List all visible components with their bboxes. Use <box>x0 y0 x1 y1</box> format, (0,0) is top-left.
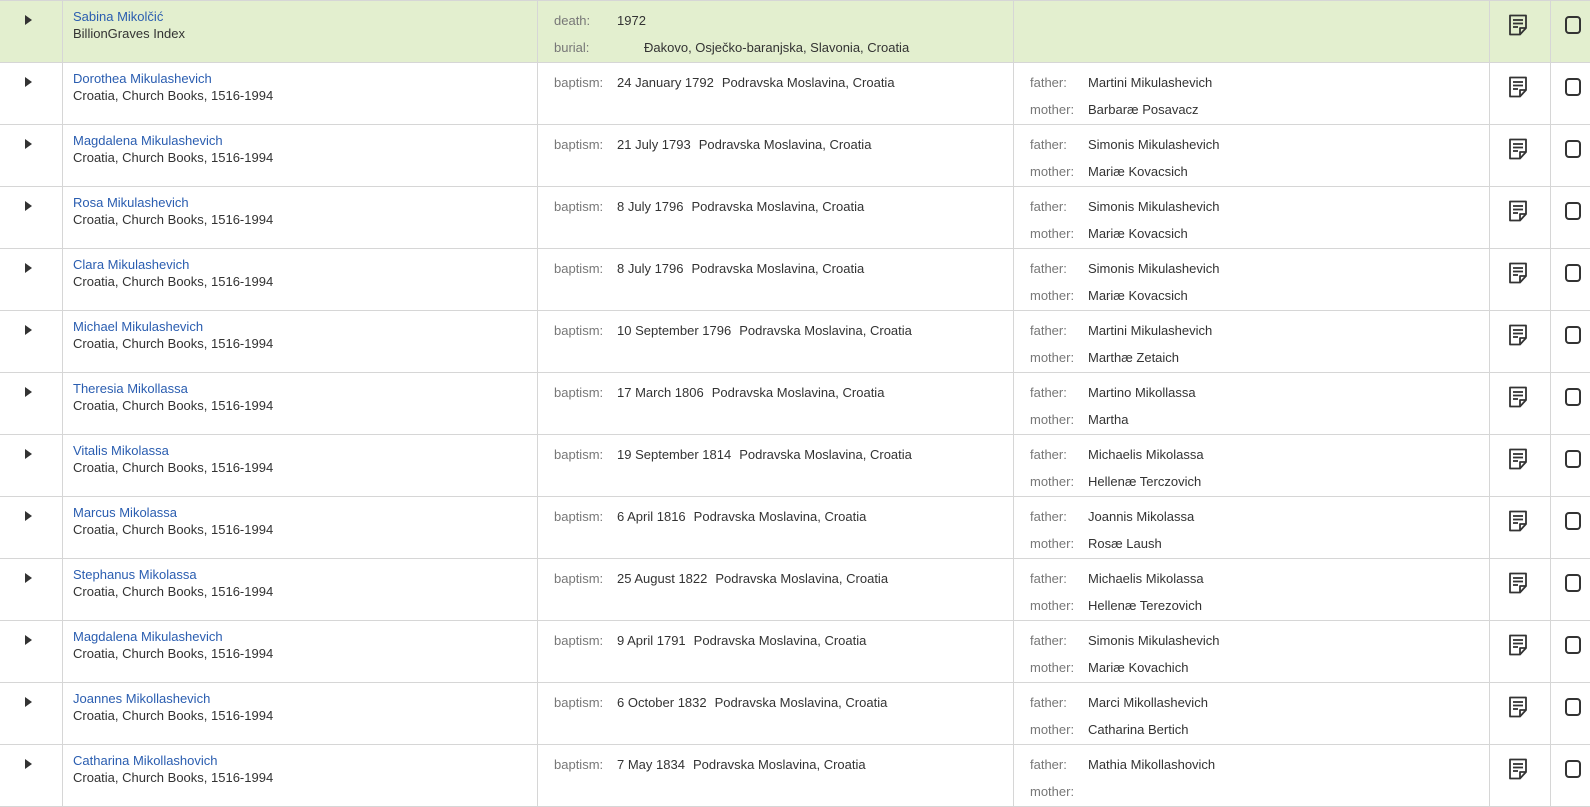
action-cell <box>1490 683 1551 744</box>
action-cell-2 <box>1551 373 1590 434</box>
event-cell <box>538 311 1014 372</box>
name-cell <box>63 373 538 434</box>
relationships-cell <box>1014 559 1490 620</box>
relationships-cell <box>1014 249 1490 310</box>
mother-line <box>1030 660 1188 675</box>
event-label: baptism: <box>554 385 604 400</box>
mother-label: mother: <box>1030 226 1075 241</box>
father-line <box>1030 447 1204 462</box>
event-date: 6 April 1816 <box>617 509 686 524</box>
event-place: Podravska Moslavina, Croatia <box>715 571 889 586</box>
event-cell <box>538 621 1014 682</box>
person-name-link[interactable]: Vitalis Mikolassa <box>73 443 169 458</box>
attach-icon[interactable] <box>1561 510 1581 532</box>
result-row <box>0 497 1590 559</box>
event-cell <box>538 63 1014 124</box>
attach-icon[interactable] <box>1561 386 1581 408</box>
record-details-icon[interactable] <box>1508 200 1528 222</box>
caret-right-icon[interactable] <box>23 261 35 275</box>
expand-cell <box>0 311 63 372</box>
mother-name: Martha <box>1088 412 1129 427</box>
mother-label: mother: <box>1030 102 1075 117</box>
event-place: Podravska Moslavina, Croatia <box>739 323 912 338</box>
record-details-icon[interactable] <box>1508 324 1528 346</box>
action-cell <box>1490 63 1551 124</box>
person-name-link[interactable]: Magdalena Mikulashevich <box>73 133 223 148</box>
mother-line <box>1030 784 1088 799</box>
attach-icon[interactable] <box>1561 14 1581 36</box>
attach-icon[interactable] <box>1561 200 1581 222</box>
relationships-cell <box>1014 63 1490 124</box>
mother-label: mother: <box>1030 164 1075 179</box>
collection-name: Croatia, Church Books, 1516-1994 <box>73 646 274 661</box>
relationships-cell <box>1014 435 1490 496</box>
father-line <box>1030 199 1220 214</box>
result-row <box>0 249 1590 311</box>
event-label: baptism: <box>554 757 604 772</box>
name-cell <box>63 63 538 124</box>
collection-name: Croatia, Church Books, 1516-1994 <box>73 770 274 785</box>
mother-line <box>1030 536 1162 551</box>
father-line <box>1030 261 1220 276</box>
result-row <box>0 745 1590 807</box>
result-row <box>0 0 1590 63</box>
event-label: baptism: <box>554 75 604 90</box>
father-label: father: <box>1030 137 1067 152</box>
mother-label: mother: <box>1030 660 1075 675</box>
action-cell <box>1490 373 1551 434</box>
expand-cell <box>0 1 63 62</box>
father-label: father: <box>1030 509 1067 524</box>
action-cell-2 <box>1551 63 1590 124</box>
caret-right-icon[interactable] <box>23 13 35 27</box>
action-cell-2 <box>1551 621 1590 682</box>
action-cell-2 <box>1551 249 1590 310</box>
relationships-cell <box>1014 621 1490 682</box>
person-name-link[interactable]: Stephanus Mikolassa <box>73 567 197 582</box>
record-details-icon[interactable] <box>1508 262 1528 284</box>
name-cell <box>63 187 538 248</box>
attach-icon[interactable] <box>1561 262 1581 284</box>
caret-right-icon[interactable] <box>23 75 35 89</box>
mother-name: Hellenæ Terczovich <box>1088 474 1202 489</box>
mother-line <box>1030 164 1188 179</box>
father-name: Marci Mikollashevich <box>1088 695 1208 710</box>
person-name-link[interactable]: Theresia Mikollassa <box>73 381 188 396</box>
event-label: baptism: <box>554 199 604 214</box>
expand-cell <box>0 125 63 186</box>
result-row <box>0 187 1590 249</box>
father-name: Martino Mikollassa <box>1088 385 1196 400</box>
event-label: baptism: <box>554 447 604 462</box>
collection-name: Croatia, Church Books, 1516-1994 <box>73 460 274 475</box>
person-name-link[interactable]: Magdalena Mikulashevich <box>73 629 223 644</box>
caret-right-icon[interactable] <box>23 509 35 523</box>
event-label: baptism: <box>554 323 604 338</box>
name-cell <box>63 621 538 682</box>
event-date: 8 July 1796 <box>617 261 684 276</box>
event-place: Podravska Moslavina, Croatia <box>691 199 865 214</box>
event-label: baptism: <box>554 633 604 648</box>
relationships-cell <box>1014 311 1490 372</box>
event-date: 8 July 1796 <box>617 199 684 214</box>
mother-name: Mariæ Kovacsich <box>1088 288 1188 303</box>
father-name: Martini Mikulashevich <box>1088 323 1213 338</box>
mother-name: Rosæ Laush <box>1088 536 1162 551</box>
action-cell-2 <box>1551 1 1590 62</box>
attach-icon[interactable] <box>1561 758 1581 780</box>
name-cell <box>63 745 538 806</box>
event-2-value: Đakovo, Osječko-baranjska, Slavonia, Croatia <box>644 40 910 55</box>
event-date: 25 August 1822 <box>617 571 708 586</box>
collection-name: Croatia, Church Books, 1516-1994 <box>73 708 274 723</box>
event-label: death: <box>554 13 591 28</box>
mother-line <box>1030 226 1188 241</box>
event-line-1 <box>554 385 884 400</box>
mother-name: Barbaræ Posavacz <box>1088 102 1199 117</box>
father-line <box>1030 695 1208 710</box>
mother-line <box>1030 288 1188 303</box>
result-row <box>0 683 1590 745</box>
caret-right-icon[interactable] <box>23 695 35 709</box>
event-cell <box>538 683 1014 744</box>
relationships-cell <box>1014 125 1490 186</box>
father-line <box>1030 323 1212 338</box>
event-label: baptism: <box>554 695 604 710</box>
caret-right-icon[interactable] <box>23 323 35 337</box>
event-cell <box>538 435 1014 496</box>
caret-right-icon[interactable] <box>23 757 35 771</box>
collection-name: Croatia, Church Books, 1516-1994 <box>73 522 274 537</box>
record-details-icon[interactable] <box>1508 634 1528 656</box>
event-cell <box>538 249 1014 310</box>
mother-line <box>1030 350 1179 365</box>
event-line-1 <box>554 447 912 462</box>
record-details-icon[interactable] <box>1508 448 1528 470</box>
event-date: 24 January 1792 <box>617 75 714 90</box>
event-label: baptism: <box>554 137 604 152</box>
name-cell <box>63 125 538 186</box>
father-line <box>1030 757 1215 772</box>
mother-label: mother: <box>1030 536 1075 551</box>
action-cell-2 <box>1551 497 1590 558</box>
event-2-label: burial: <box>554 40 590 55</box>
expand-cell <box>0 621 63 682</box>
result-row <box>0 435 1590 497</box>
father-name: Simonis Mikulashevich <box>1088 261 1220 276</box>
event-line-1 <box>554 13 646 28</box>
relationships-cell <box>1014 497 1490 558</box>
event-label: baptism: <box>554 261 604 276</box>
father-label: father: <box>1030 633 1067 648</box>
mother-label: mother: <box>1030 412 1075 427</box>
event-label: baptism: <box>554 509 604 524</box>
father-label: father: <box>1030 323 1067 338</box>
action-cell <box>1490 1 1551 62</box>
attach-icon[interactable] <box>1561 448 1581 470</box>
event-date: 17 March 1806 <box>617 385 704 400</box>
father-line <box>1030 385 1196 400</box>
father-name: Michaelis Mikolassa <box>1088 447 1204 462</box>
attach-icon[interactable] <box>1561 76 1581 98</box>
relationships-cell <box>1014 1 1490 62</box>
event-line-1 <box>554 633 866 648</box>
collection-name: Croatia, Church Books, 1516-1994 <box>73 274 274 289</box>
record-details-icon[interactable] <box>1508 696 1528 718</box>
action-cell-2 <box>1551 311 1590 372</box>
father-line <box>1030 571 1204 586</box>
father-label: father: <box>1030 695 1067 710</box>
name-cell <box>63 435 538 496</box>
action-cell <box>1490 559 1551 620</box>
collection-name: Croatia, Church Books, 1516-1994 <box>73 336 274 351</box>
mother-label: mother: <box>1030 288 1075 303</box>
relationships-cell <box>1014 745 1490 806</box>
action-cell-2 <box>1551 683 1590 744</box>
event-cell <box>538 559 1014 620</box>
expand-cell <box>0 187 63 248</box>
result-row <box>0 621 1590 683</box>
action-cell <box>1490 249 1551 310</box>
mother-line <box>1030 722 1188 737</box>
action-cell <box>1490 435 1551 496</box>
record-details-icon[interactable] <box>1508 758 1528 780</box>
event-line-1 <box>554 695 887 710</box>
event-date: 6 October 1832 <box>617 695 707 710</box>
mother-label: mother: <box>1030 598 1075 613</box>
caret-right-icon[interactable] <box>23 385 35 399</box>
collection-name: BillionGraves Index <box>73 26 185 41</box>
mother-label: mother: <box>1030 474 1075 489</box>
father-line <box>1030 75 1212 90</box>
attach-icon[interactable] <box>1561 696 1581 718</box>
result-row <box>0 125 1590 187</box>
mother-line <box>1030 412 1128 427</box>
collection-name: Croatia, Church Books, 1516-1994 <box>73 584 274 599</box>
name-cell <box>63 1 538 62</box>
father-name: Joannis Mikolassa <box>1088 509 1195 524</box>
father-name: Simonis Mikulashevich <box>1088 137 1220 152</box>
mother-label: mother: <box>1030 722 1075 737</box>
caret-right-icon[interactable] <box>23 571 35 585</box>
event-line-1 <box>554 571 888 586</box>
expand-cell <box>0 373 63 434</box>
attach-icon[interactable] <box>1561 572 1581 594</box>
action-cell-2 <box>1551 435 1590 496</box>
event-line-2 <box>554 40 909 55</box>
event-line-1 <box>554 137 871 152</box>
event-cell <box>538 187 1014 248</box>
person-name-link[interactable]: Catharina Mikollashovich <box>73 753 218 768</box>
event-date: 9 April 1791 <box>617 633 686 648</box>
action-cell <box>1490 187 1551 248</box>
attach-icon[interactable] <box>1561 634 1581 656</box>
father-name: Mathia Mikollashovich <box>1088 757 1216 772</box>
result-row <box>0 373 1590 435</box>
action-cell-2 <box>1551 125 1590 186</box>
attach-icon[interactable] <box>1561 138 1581 160</box>
action-cell-2 <box>1551 559 1590 620</box>
record-details-icon[interactable] <box>1508 510 1528 532</box>
action-cell-2 <box>1551 187 1590 248</box>
mother-name: Catharina Bertich <box>1088 722 1189 737</box>
event-date: 19 September 1814 <box>617 447 732 462</box>
expand-cell <box>0 745 63 806</box>
father-line <box>1030 633 1220 648</box>
expand-cell <box>0 559 63 620</box>
event-line-1 <box>554 261 864 276</box>
father-name: Michaelis Mikolassa <box>1088 571 1204 586</box>
father-line <box>1030 509 1194 524</box>
event-line-1 <box>554 323 912 338</box>
event-line-1 <box>554 75 895 90</box>
action-cell <box>1490 125 1551 186</box>
name-cell <box>63 497 538 558</box>
record-details-icon[interactable] <box>1508 386 1528 408</box>
record-details-icon[interactable] <box>1508 76 1528 98</box>
event-place: Podravska Moslavina, Croatia <box>721 75 895 90</box>
name-cell <box>63 311 538 372</box>
caret-right-icon[interactable] <box>23 633 35 647</box>
collection-name: Croatia, Church Books, 1516-1994 <box>73 212 274 227</box>
action-cell <box>1490 621 1551 682</box>
caret-right-icon[interactable] <box>23 199 35 213</box>
father-label: father: <box>1030 199 1067 214</box>
collection-name: Croatia, Church Books, 1516-1994 <box>73 88 274 103</box>
event-cell <box>538 125 1014 186</box>
event-date: 7 May 1834 <box>617 757 685 772</box>
mother-line <box>1030 40 1088 55</box>
mother-label: mother: <box>1030 784 1075 799</box>
mother-line <box>1030 474 1201 489</box>
result-row <box>0 559 1590 621</box>
event-place: Podravska Moslavina, Croatia <box>711 385 885 400</box>
expand-cell <box>0 435 63 496</box>
event-cell <box>538 373 1014 434</box>
person-name-link[interactable]: Clara Mikulashevich <box>73 257 190 272</box>
record-details-icon[interactable] <box>1508 138 1528 160</box>
father-label: father: <box>1030 757 1067 772</box>
event-date: 21 July 1793 <box>617 137 691 152</box>
event-place: Podravska Moslavina, Croatia <box>693 509 867 524</box>
name-cell <box>63 559 538 620</box>
father-line <box>1030 137 1220 152</box>
event-cell <box>538 1 1014 62</box>
expand-cell <box>0 497 63 558</box>
relationships-cell <box>1014 373 1490 434</box>
caret-right-icon[interactable] <box>23 447 35 461</box>
relationships-cell <box>1014 683 1490 744</box>
father-label: father: <box>1030 571 1067 586</box>
person-name-link[interactable]: Joannes Mikollashevich <box>73 691 211 706</box>
result-row <box>0 311 1590 373</box>
father-name: Simonis Mikulashevich <box>1088 633 1220 648</box>
event-place: Podravska Moslavina, Croatia <box>714 695 888 710</box>
mother-name: Mariæ Kovacsich <box>1088 164 1188 179</box>
father-label: father: <box>1030 447 1067 462</box>
event-label: baptism: <box>554 571 604 586</box>
event-place: Podravska Moslavina, Croatia <box>692 757 866 772</box>
person-name-link[interactable]: Rosa Mikulashevich <box>73 195 189 210</box>
caret-right-icon[interactable] <box>23 137 35 151</box>
collection-name: Croatia, Church Books, 1516-1994 <box>73 398 274 413</box>
expand-cell <box>0 63 63 124</box>
event-line-1 <box>554 199 864 214</box>
person-name-link[interactable]: Michael Mikulashevich <box>73 319 204 334</box>
person-name-link[interactable]: Marcus Mikolassa <box>73 505 178 520</box>
name-cell <box>63 249 538 310</box>
mother-label: mother: <box>1030 350 1075 365</box>
father-line <box>1030 13 1088 28</box>
action-cell-2 <box>1551 745 1590 806</box>
father-label: father: <box>1030 385 1067 400</box>
event-place: Podravska Moslavina, Croatia <box>698 137 872 152</box>
record-details-icon[interactable] <box>1508 14 1528 36</box>
event-cell <box>538 497 1014 558</box>
father-name: Simonis Mikulashevich <box>1088 199 1220 214</box>
record-details-icon[interactable] <box>1508 572 1528 594</box>
father-name: Martini Mikulashevich <box>1088 75 1213 90</box>
name-cell <box>63 683 538 744</box>
mother-name: Mariæ Kovacsich <box>1088 226 1188 241</box>
father-label: father: <box>1030 75 1067 90</box>
event-date: 1972 <box>617 13 646 28</box>
relationships-cell <box>1014 187 1490 248</box>
event-cell <box>538 745 1014 806</box>
expand-cell <box>0 683 63 744</box>
mother-name: Marthæ Zetaich <box>1088 350 1180 365</box>
person-name-link[interactable]: Sabina Mikolčić <box>73 9 164 24</box>
mother-name: Hellenæ Terezovich <box>1088 598 1202 613</box>
attach-icon[interactable] <box>1561 324 1581 346</box>
event-date: 10 September 1796 <box>617 323 732 338</box>
mother-name: Mariæ Kovachich <box>1088 660 1189 675</box>
mother-line <box>1030 102 1199 117</box>
father-label: father: <box>1030 261 1067 276</box>
expand-cell <box>0 249 63 310</box>
event-place: Podravska Moslavina, Croatia <box>691 261 865 276</box>
action-cell <box>1490 745 1551 806</box>
person-name-link[interactable]: Dorothea Mikulashevich <box>73 71 212 86</box>
result-row <box>0 63 1590 125</box>
event-line-1 <box>554 757 866 772</box>
event-line-1 <box>554 509 866 524</box>
collection-name: Croatia, Church Books, 1516-1994 <box>73 150 274 165</box>
mother-line <box>1030 598 1202 613</box>
action-cell <box>1490 311 1551 372</box>
action-cell <box>1490 497 1551 558</box>
event-place: Podravska Moslavina, Croatia <box>693 633 867 648</box>
event-place: Podravska Moslavina, Croatia <box>739 447 912 462</box>
